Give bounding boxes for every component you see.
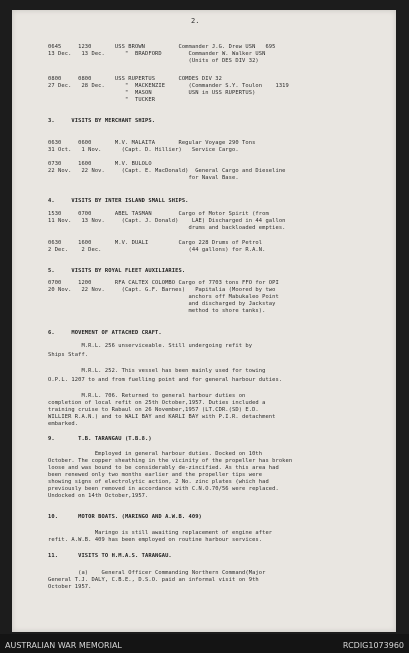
section-heading: 9. T.B. TARANGAU (T.B.8.) [48,436,152,442]
text-line: Undocked on 14th October,1957. [48,493,149,499]
text-line: anchors off Mabukaleo Point [48,294,279,300]
page-number: 2. [191,17,200,25]
section-heading: 10. MOTOR BOATS. (MARINGO AND A.W.B. 409) [48,514,202,520]
text-line: Ships Staff. [48,352,89,358]
text-line: 31 Oct. 1 Nov. (Capt. D. Hillier) Service Cargo. [48,147,239,153]
text-line: Employed in general harbour duties. Docked on 10th [48,451,263,457]
text-line: drums and backloaded empties. [48,225,286,231]
text-line: " MASON USN in USS RUPERTUS) [48,90,256,96]
section-heading: 3. VISITS BY MERCHANT SHIPS. [48,118,156,124]
section-heading: 6. MOVEMENT OF ATTACHED CRAFT. [48,330,162,336]
text-line: loose and was bound to be considerably de-zincified. As this area had [48,465,279,471]
text-line: 22 Nov. 22 Nov. (Capt. E. MacDonald) General Cargo and Dieseline [48,168,286,174]
text-line: O.P.L. 1207 to and from fuelling point and for general harbour duties. [48,377,283,383]
text-line: 0645 1230 USS BROWN Commander J.G. Drew USN 695 [48,44,276,50]
text-line: October 1957. [48,584,92,590]
text-line: General T.J. DALY, C.B.E., D.S.O. paid an informal visit on 9th [48,577,259,583]
text-line: 27 Dec. 28 Dec. " MACKENZIE (Commander S.Y. Toulon 1319 [48,83,289,89]
text-line: Maringo is still awaiting replacement of engine after [48,530,273,536]
text-line: showing signs of electrolytic action, 2 No. zinc plates (which had [48,479,269,485]
text-line: method to shore tanks). [48,308,266,314]
text-line: (Units of DES DIV 32) [48,58,259,64]
text-line: been renewed only two months earlier and the propeller tips were [48,472,263,478]
section-heading: 4. VISITS BY INTER ISLAND SMALL SHIPS. [48,198,189,204]
text-line: completion of local refit on 25th October,1957. Duties included a [48,400,266,406]
text-line: 13 Dec. 13 Dec. " BRADFORD Commander W. Walker USN [48,51,266,57]
footer-source-label: AUSTRALIAN WAR MEMORIAL [5,641,122,650]
text-line: " TUCKER [48,97,156,103]
text-line: M.R.L. 252. This vessel has been mainly used for towing [48,368,266,374]
section-heading: 11. VISITS TO H.M.A.S. TARANGAU. [48,553,172,559]
text-line: and discharged by Jackstay [48,301,276,307]
section-heading: 5. VISITS BY ROYAL FLEET AUXILIARIES. [48,268,186,274]
text-line: training cruise to Rabaul on 26 November,1957 (LT.CDR.(SD) E.D. [48,407,259,413]
text-line: 20 Nov. 22 Nov. (Capt. G.F. Barnes) Papitalia (Moored by two [48,287,276,293]
text-line: WILLIER R.A.N.) and to WALI BAY and KARLI BAY with P.I.R. detachment [48,414,276,420]
text-line: 2 Dec. 2 Dec. (44 gallons) for R.A.N. [48,247,266,253]
text-line: M.R.L. 706. Returned to general harbour duties on [48,393,246,399]
text-line: embarked. [48,421,79,427]
text-line: for Naval Base. [48,175,239,181]
text-line: October. The copper sheathing in the vicinity of the propeller has broken [48,458,293,464]
text-line: 0700 1200 RFA CALTEX COLOMBO Cargo of 7703 tons FFO for OPI [48,280,279,286]
text-line: 0630 1600 M.V. DUALI Cargo 228 Drums of Petrol [48,240,263,246]
text-line: 0630 0600 M.V. MALAITA Regular Voyage 290 Tons [48,140,256,146]
text-line: 0730 1600 M.V. BULOLO [48,161,152,167]
text-line: M.R.L. 256 unserviceable. Still undergoing refit by [48,343,253,349]
text-line: (a) General Officer Commanding Northern Command(Major [48,570,266,576]
text-line: 0800 0800 USS RUPERTUS COMDES DIV 32 [48,76,222,82]
text-line: 11 Nov. 13 Nov. (Capt. J. Donald) LAE) Discharged in 44 gallon [48,218,286,224]
text-line: 1530 0700 ABEL TASMAN Cargo of Motor Spirit (from [48,211,269,217]
text-line: refit. A.W.B. 409 has been employed on routine harbour services. [48,537,263,543]
footer-record-id: RCDIG1073960 [342,641,404,650]
text-line: previously been removed in accordance with C.N.O.70/56 were replaced. [48,486,279,492]
